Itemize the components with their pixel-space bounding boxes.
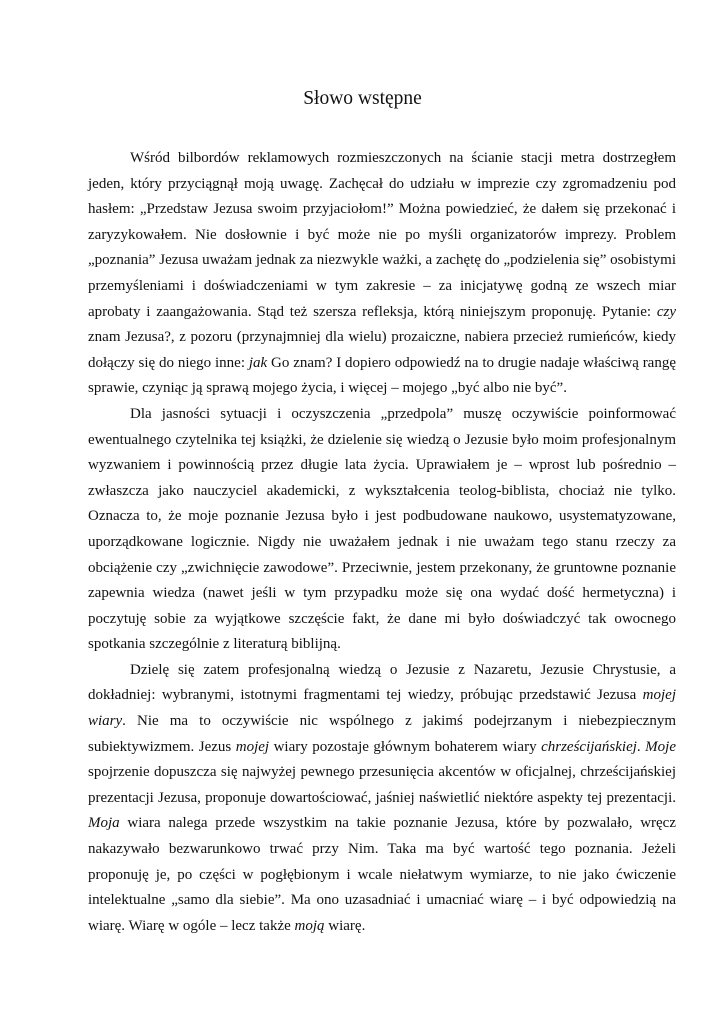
- text-segment: wiara nalega przede wszystkim na takie poznanie Jezusa, które by pozwalało, wręcz nakazywało bezwarunkowo trwać przy Nim. Taka ma być wartość tego poznania. Jeżeli proponuję je, po części w pogłębionym i wcale niełatwym wymiarze, to nie jako ćwiczenie intelektualne „samo dla siebie”. Ma ono uzasadniać i umacniać wiarę – i być odpowiedzią na wiarę. Wiarę w ogóle – lecz także: [88, 815, 676, 934]
- text-segment: wiary pozostaje głównym bohaterem wiary: [269, 738, 542, 755]
- paragraph-1: [88, 146, 676, 402]
- text-segment-italic: mojej: [235, 738, 270, 755]
- text-segment: Dzielę się zatem profesjonalną wiedzą o Jezusie z Nazaretu, Jezusie Chrystusie, a dokładniej: wybranymi, istotnymi fragmentami tej wiedzy, próbując przedstawić Jezusa: [88, 661, 676, 704]
- paragraph-2: [88, 402, 676, 658]
- text-segment-italic: Moje: [645, 738, 676, 755]
- text-segment-italic: jak: [248, 354, 268, 371]
- text-segment: Wśród bilbordów reklamowych rozmieszczonych na ścianie stacji metra dostrzegłem jeden, który przyciągnął moją uwagę. Zachęcał do udziału w imprezie czy zgromadzeniu pod hasłem: „Przedstaw Jezusa swoim przyjaciołom!” Można powiedzieć, że dałem się przekonać i zaryzykowałem. Nie dosłownie i być może nie po myśli organizatorów imprezy. Problem „poznania” Jezusa uważam jednak za niezwykle ważki, a zachętę do „podzielenia się” osobistymi przemyśleniami i doświadczeniami w tym zakresie – za inicjatywę godną ze wszech miar aprobaty i zaangażowania. Stąd też szersza refleksja, którą niniejszym proponuję. Pytanie:: [88, 150, 676, 320]
- text-segment: Go znam? I dopiero odpowiedź na to drugie nadaje właściwą rangę sprawie, czyniąc ją sprawą mojego życia, i więcej – mojego „być albo nie być”.: [88, 354, 677, 397]
- text-segment: znam Jezusa?, z pozoru (przynajmniej dla wielu) prozaiczne, nabiera przecież rumieńców, kiedy dołączy się do niego inne:: [88, 329, 676, 371]
- text-segment-italic: moją: [294, 917, 325, 934]
- text-segment-italic: mojej wiary: [88, 687, 676, 730]
- text-segment: Dla jasności sytuacji i oczyszczenia „przedpola” muszę oczywiście poinformować ewentualnego czytelnika tej książki, że dzielenie się wiedzą o Jezusie było moim profesjonalnym wyzwaniem i powinnością przez długie lata życia. Uprawiałem je – wprost lub pośrednio – zwłaszcza jako nauczyciel akademicki, z wykształcenia teolog-biblista, chociaż nie tylko. Oznacza to, że moje poznanie Jezusa było i jest podbudowane naukowo, usystematyzowane, uporządkowane logicznie. Nigdy nie uważałem jednak i nie uważam tego stanu rzeczy za obciążenie czy „zwichnięcie zawodowe”. Przeciwnie, jestem przekonany, że gruntowne poznanie zapewnia wiedza (nawet jeśli w tym przypadku może się ona wydać dość hermetyczna) i poczytuję sobie za wyjątkowe szczęście fakt, że dane mi było doświadczyć tak owocnego spotkania szczególnie z literaturą biblijną.: [88, 405, 676, 653]
- paragraph-3: [88, 658, 676, 940]
- text-segment: spojrzenie dopuszcza się najwyżej pewnego przesunięcia akcentów w oficjalnej, chrześcijańskiej prezentacji Jezusa, proponuje dowartościować, jaśniej naświetlić niektóre aspekty tej prezentacji.: [88, 764, 676, 806]
- body-text: [88, 146, 676, 939]
- text-segment-italic: czy: [656, 303, 676, 320]
- text-segment-italic: chrześcijańskiej: [541, 738, 637, 755]
- text-segment: .: [636, 738, 646, 755]
- text-segment: . Nie ma to oczywiście nic wspólnego z jakimś podejrzanym i niebezpiecznym subiektywizmem. Jezus: [88, 713, 676, 755]
- page-title: Słowo wstępne: [303, 88, 422, 109]
- text-segment: wiarę.: [324, 917, 366, 934]
- text-segment-italic: Moja: [88, 815, 120, 832]
